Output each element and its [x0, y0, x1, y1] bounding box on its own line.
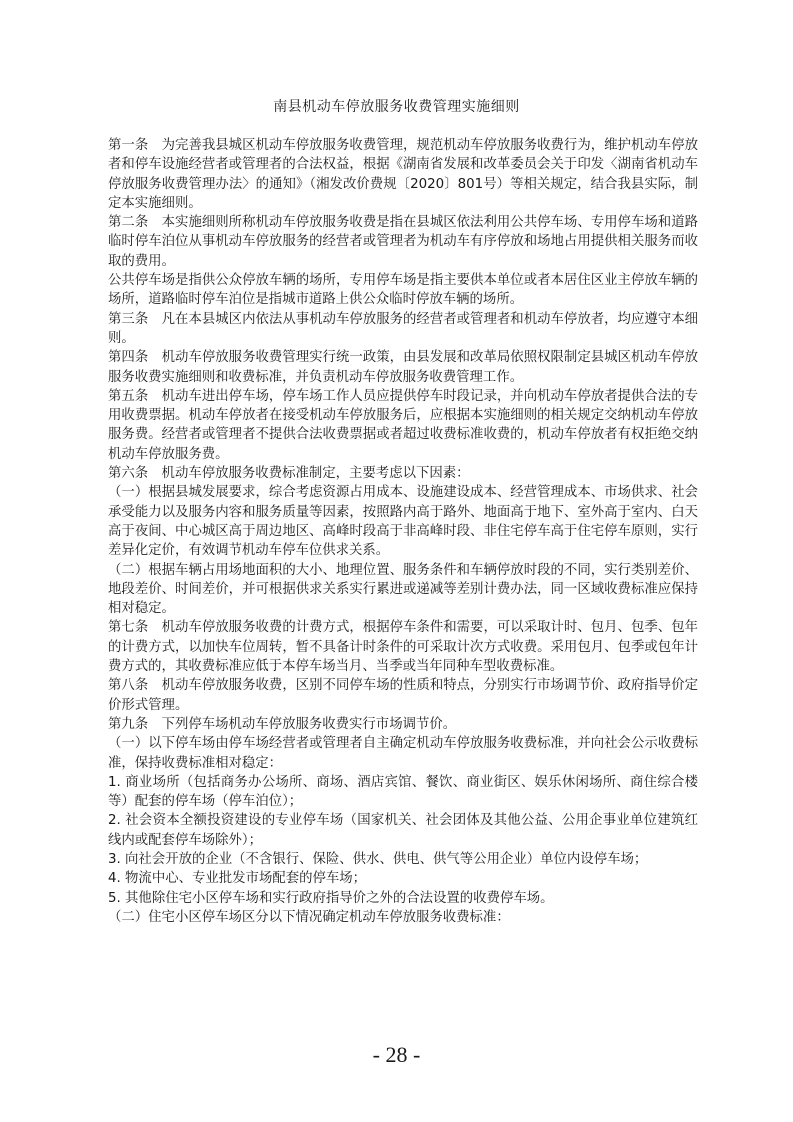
- paragraph: 第二条 本实施细则所称机动车停放服务收费是指在县城区依法利用公共停车场、专用停车场和道路临时停车泊位从事机动车停放服务的经营者或管理者为机动车有序停放和场地占用提供相关服务而收取的费用。: [108, 215, 698, 269]
- document-body: [108, 136, 698, 927]
- document-title: 南县机动车停放服务收费管理实施细则: [273, 99, 520, 115]
- paragraph: 公共停车场是指供公众停放车辆的场所，专用停车场是指主要供本单位或者本居住区业主停放车辆的场所，道路临时停车泊位是指城市道路上供公众临时停放车辆的场所。: [108, 273, 698, 308]
- paragraph: 5. 其他除住宅小区停车场和实行政府指导价之外的合法设置的收费停车场。: [108, 890, 554, 906]
- paragraph: 第七条 机动车停放服务收费的计费方式，根据停车条件和需要，可以采取计时、包月、包季、包年的计费方式，以加快车位周转，暂不具备计时条件的可采取计次方式收费。采用包月、包季或包年计费方式的，其收费标准应低于本停车场当月、当季或当年同种车型收费标准。: [108, 620, 698, 675]
- paragraph: （二）住宅小区停车场区分以下情况确定机动车停放服务收费标准：: [108, 909, 510, 925]
- paragraph: （二）根据车辆占用场地面积的大小、地理位置、服务条件和车辆停放时段的不同，实行类别差价、地段差价、时间差价，并可根据供求关系实行累进或递减等差别计费办法，同一区域收费标准应保持相对稳定。: [108, 562, 698, 617]
- paragraph: 2. 社会资本全额投资建设的专业停车场（国家机关、社会团体及其他公益、公用企事业单位建筑红线内或配套停车场除外）；: [108, 813, 698, 848]
- paragraph: （一）根据县城发展要求，综合考虑资源占用成本、设施建设成本、经营管理成本、市场供求、社会承受能力以及服务内容和服务质量等因素，按照路内高于路外、地面高于地下、室外高于室内、白天高于夜间、中心城区高于周边地区、高峰时段高于非高峰时段、非住宅停车高于住宅停车原则，实行差异化定价，有效调节机动车停车位供求关系。: [108, 485, 698, 559]
- paragraph: 4. 物流中心、专业批发市场配套的停车场；: [108, 871, 367, 887]
- paragraph: 1. 商业场所（包括商务办公场所、商场、酒店宾馆、餐饮、商业街区、娱乐休闲场所、商住综合楼等）配套的停车场（停车泊位）；: [108, 774, 698, 810]
- paragraph: 第六条 机动车停放服务收费标准制定，主要考虑以下因素：: [108, 466, 470, 482]
- paragraph: 第五条 机动车进出停车场，停车场工作人员应提供停车时段记录，并向机动车停放者提供合法的专用收费票据。机动车停放者在接受机动车停放服务后，应根据本实施细则的相关规定交纳机动车停放服务费。经营者或管理者不提供合法收费票据或者超过收费标准收费的，机动车停放者有权拒绝交纳机动车停放服务费。: [108, 388, 698, 462]
- page-number: - 28 -: [372, 1042, 421, 1067]
- paragraph: （一）以下停车场由停车场经营者或管理者自主确定机动车停放服务收费标准，并向社会公示收费标准，保持收费标准相对稳定：: [108, 736, 698, 771]
- paragraph: 第三条 凡在本县城区内依法从事机动车停放服务的经营者或管理者和机动车停放者，均应遵守本细则。: [108, 311, 698, 346]
- paragraph: 第八条 机动车停放服务收费，区别不同停车场的性质和特点，分别实行市场调节价、政府指导价定价形式管理。: [108, 678, 698, 713]
- paragraph: 第一条 为完善我县城区机动车停放服务收费管理，规范机动车停放服务收费行为，维护机动车停放者和停车设施经营者或管理者的合法权益，根据《湖南省发展和改革委员会关于印发〈湖南省机动车停放服务收费管理办法〉的通知》（湘发改价费规〔2020〕801号）等相关规定，结合我县实际，制定本实施细则。: [108, 138, 698, 211]
- paragraph: 第九条 下列停车场机动车停放服务收费实行市场调节价。: [108, 716, 457, 732]
- paragraph: 第四条 机动车停放服务收费管理实行统一政策，由县发展和改革局依照权限制定县城区机动车停放服务收费实施细则和收费标准，并负责机动车停放服务收费管理工作。: [108, 350, 698, 385]
- paragraph: 3. 向社会开放的企业（不含银行、保险、供水、供电、供气等公用企业）单位内设停车场；: [108, 851, 648, 867]
